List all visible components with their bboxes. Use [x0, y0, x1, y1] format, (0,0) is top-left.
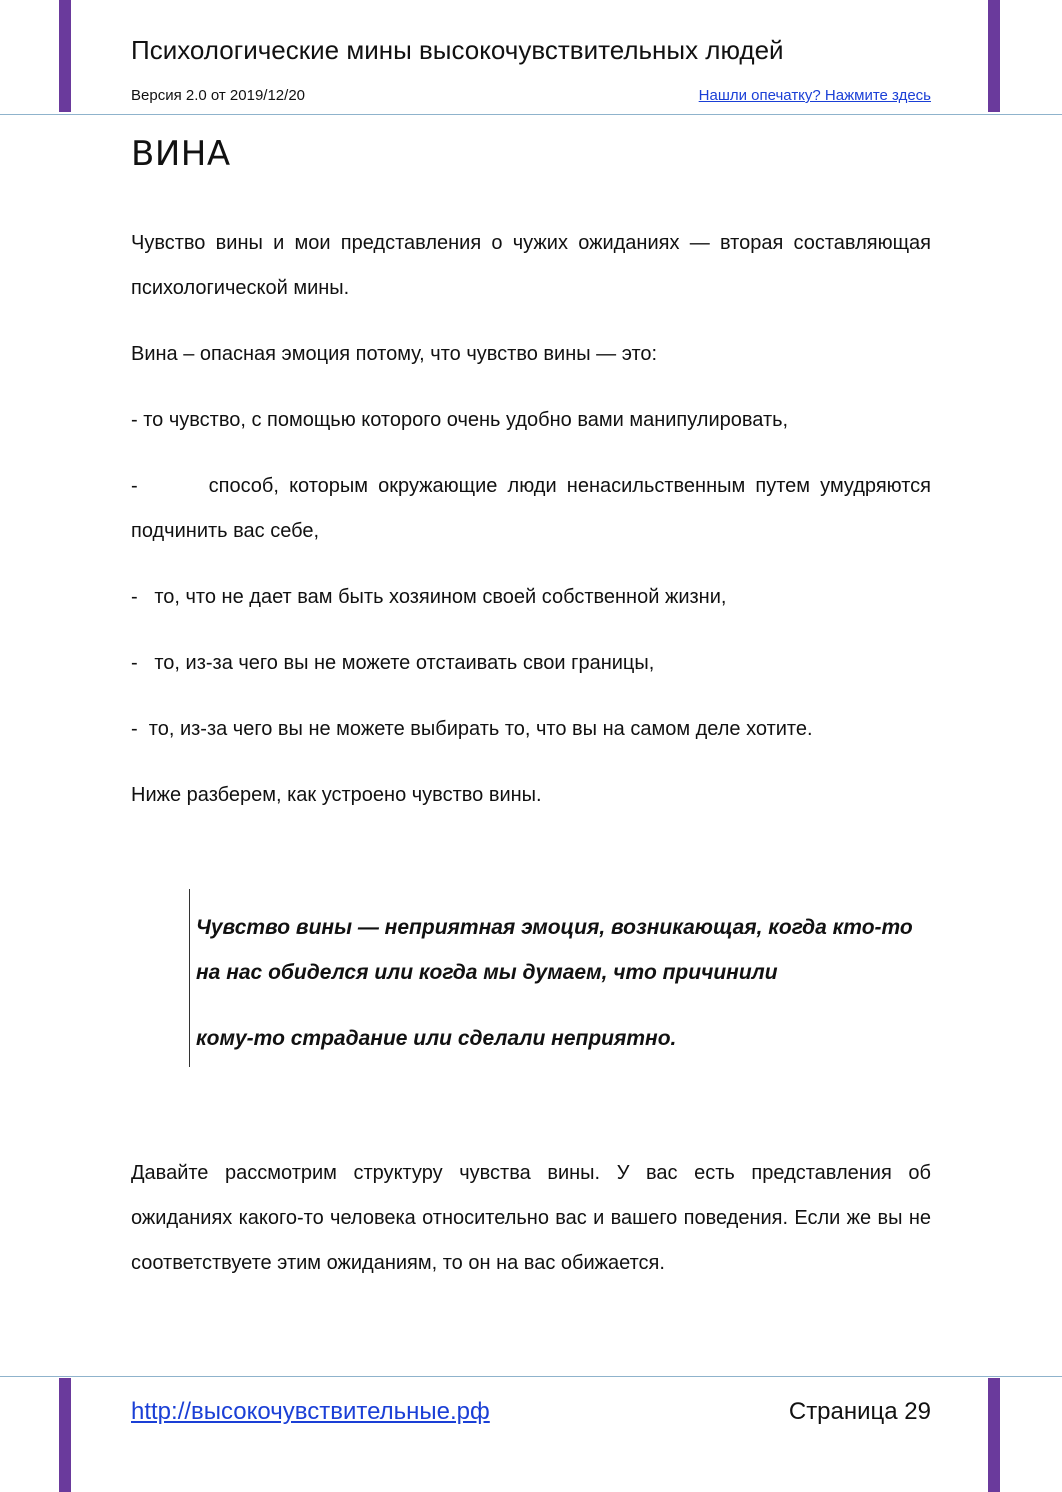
intro-paragraph: Чувство вины и мои представления о чужих ожиданиях — вторая составляющая психологической мины.: [131, 232, 931, 299]
site-url-link[interactable]: http://высокочувствительные.рф: [131, 1398, 490, 1425]
version-label: Версия 2.0 от 2019/12/20: [131, 87, 306, 104]
decor-bar-top-left: [59, 0, 71, 112]
quote-line-1: Чувство вины — неприятная эмоция, возникающая, когда кто-то на нас обиделся или когда мы думаем, что причинили: [196, 916, 913, 984]
list-item-text: то, что не дает вам быть хозяином своей собственной жизни,: [154, 586, 727, 608]
closing-block: [131, 1151, 931, 1286]
list-item-text: то, из-за чего вы не можете выбирать то, что вы на самом деле хотите.: [148, 718, 813, 740]
report-typo-link[interactable]: Нашли опечатку? Нажмите здесь: [698, 87, 931, 104]
list-dash: -: [131, 475, 209, 497]
transition-paragraph: Ниже разберем, как устроено чувство вины.: [131, 784, 542, 806]
list-item: [131, 464, 931, 554]
main-content: [131, 128, 931, 818]
decor-bar-top-right: [988, 0, 1000, 112]
section-title: ВИНА: [131, 134, 231, 174]
list-dash: -: [131, 718, 149, 740]
list-item: [131, 575, 931, 620]
closing-paragraph: Давайте рассмотрим структуру чувства вины. У вас есть представления об ожиданиях какого-то человека относительно вас и вашего поведения. Если же вы не соответствуете этим ожиданиям, то он на вас обижается.: [131, 1162, 931, 1274]
decor-bar-bottom-right: [988, 1378, 1000, 1492]
document-title: Психологические мины высокочувствительных людей: [131, 35, 784, 65]
list-dash: -: [131, 652, 155, 674]
list-dash: -: [131, 409, 144, 431]
lead-paragraph: Вина – опасная эмоция потому, что чувство вины — это:: [131, 343, 658, 365]
page-number: Страница 29: [788, 1398, 931, 1425]
list-item: [131, 398, 931, 443]
list-item: [131, 641, 931, 686]
header-divider: [0, 114, 1062, 115]
quote-line-2: кому-то страдание или сделали неприятно.: [196, 1027, 677, 1050]
decor-bar-bottom-left: [59, 1378, 71, 1492]
list-item-text: способ, которым окружающие люди ненасильственным путем умудряются подчинить вас себе,: [131, 475, 931, 542]
definition-quote: [189, 889, 932, 1067]
list-item-text: то чувство, с помощью которого очень удобно вами манипулировать,: [143, 409, 789, 431]
list-item-text: то, из-за чего вы не можете отстаивать свои границы,: [154, 652, 655, 674]
list-item: [131, 707, 931, 752]
footer-divider: [0, 1376, 1062, 1377]
list-dash: -: [131, 586, 155, 608]
